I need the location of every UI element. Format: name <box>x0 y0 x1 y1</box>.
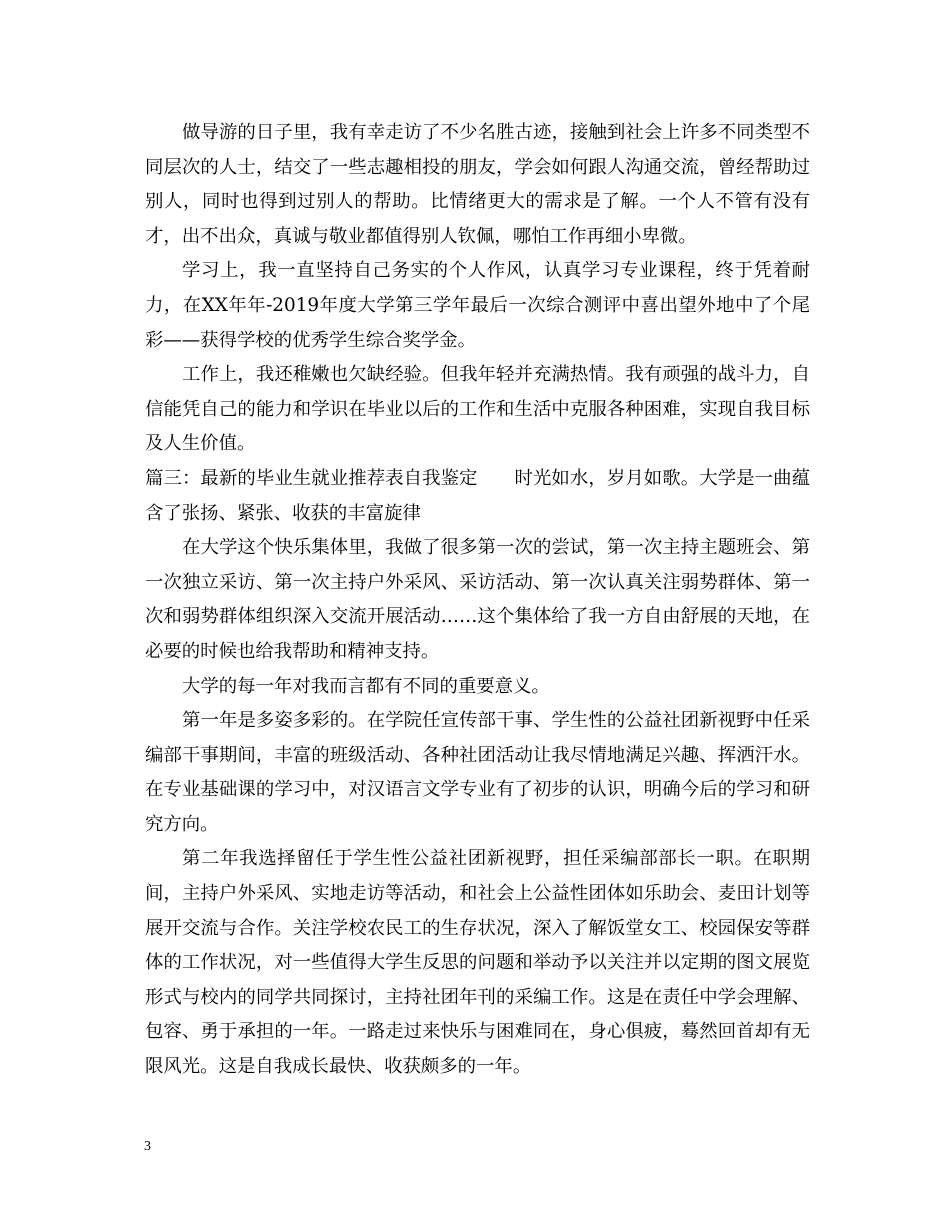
paragraph-study: 学习上，我一直坚持自己务实的个人作风，认真学习专业课程，终于凭着耐力，在XX年年-2019年度大学第三学年最后一次综合测评中喜出望外地中了个尾彩——获得学校的优秀学生综合奖学金。 <box>145 260 810 351</box>
paragraph-each-year: 大学的每一年对我而言都有不同的重要意义。 <box>182 675 550 697</box>
paragraph-tour-guide: 做导游的日子里，我有幸走访了不少名胜古迹，接触到社会上许多不同类型不同层次的人士，结交了一些志趣相投的朋友，学会如何跟人沟通交流，曾经帮助过别人，同时也得到过别人的帮助。比情绪更大的需求是了解。一个人不管有没有才，出不出众，真诚与敬业都值得别人钦佩，哪怕工作再细小卑微。 <box>145 122 810 247</box>
document-body <box>145 116 810 1085</box>
paragraph-collective: 在大学这个快乐集体里，我做了很多第一次的尝试，第一次主持主题班会、第一次独立采访、第一次主持户外采风、采访活动、第一次认真关注弱势群体、第一次和弱势群体组织深入交流开展活动……这个集体给了我一方自由舒展的天地，在必要的时候也给我帮助和精神支持。 <box>145 537 810 662</box>
paragraph-work: 工作上，我还稚嫩也欠缺经验。但我年轻并充满热情。我有顽强的战斗力，自信能凭自己的能力和学识在毕业以后的工作和生活中克服各种困难，实现自我目标及人生价值。 <box>145 364 810 455</box>
paragraph-first-year: 第一年是多姿多彩的。在学院任宣传部干事、学生性的公益社团新视野中任采编部干事期间，丰富的班级活动、各种社团活动让我尽情地满足兴趣、挥洒汗水。在专业基础课的学习中，对汉语言文学专业有了初步的认识，明确今后的学习和研究方向。 <box>145 710 810 835</box>
page-number: 3 <box>144 1139 151 1154</box>
section-heading-part-three: 篇三：最新的毕业生就业推荐表自我鉴定 时光如水，岁月如歌。大学是一曲蕴含了张扬、紧张、收获的丰富旋律 <box>145 467 810 524</box>
paragraph-second-year: 第二年我选择留任于学生性公益社团新视野，担任采编部部长一职。在职期间，主持户外采风、实地走访等活动，和社会上公益性团体如乐助会、麦田计划等展开交流与合作。关注学校农民工的生存状况，深入了解饭堂女工、校园保安等群体的工作状况，对一些值得大学生反思的问题和举动予以关注并以定期的图文展览形式与校内的同学共同探讨，主持社团年刊的采编工作。这是在责任中学会理解、包容、勇于承担的一年。一路走过来快乐与困难同在，身心俱疲，蓦然回首却有无限风光。这是自我成长最快、收获颇多的一年。 <box>145 848 810 1078</box>
